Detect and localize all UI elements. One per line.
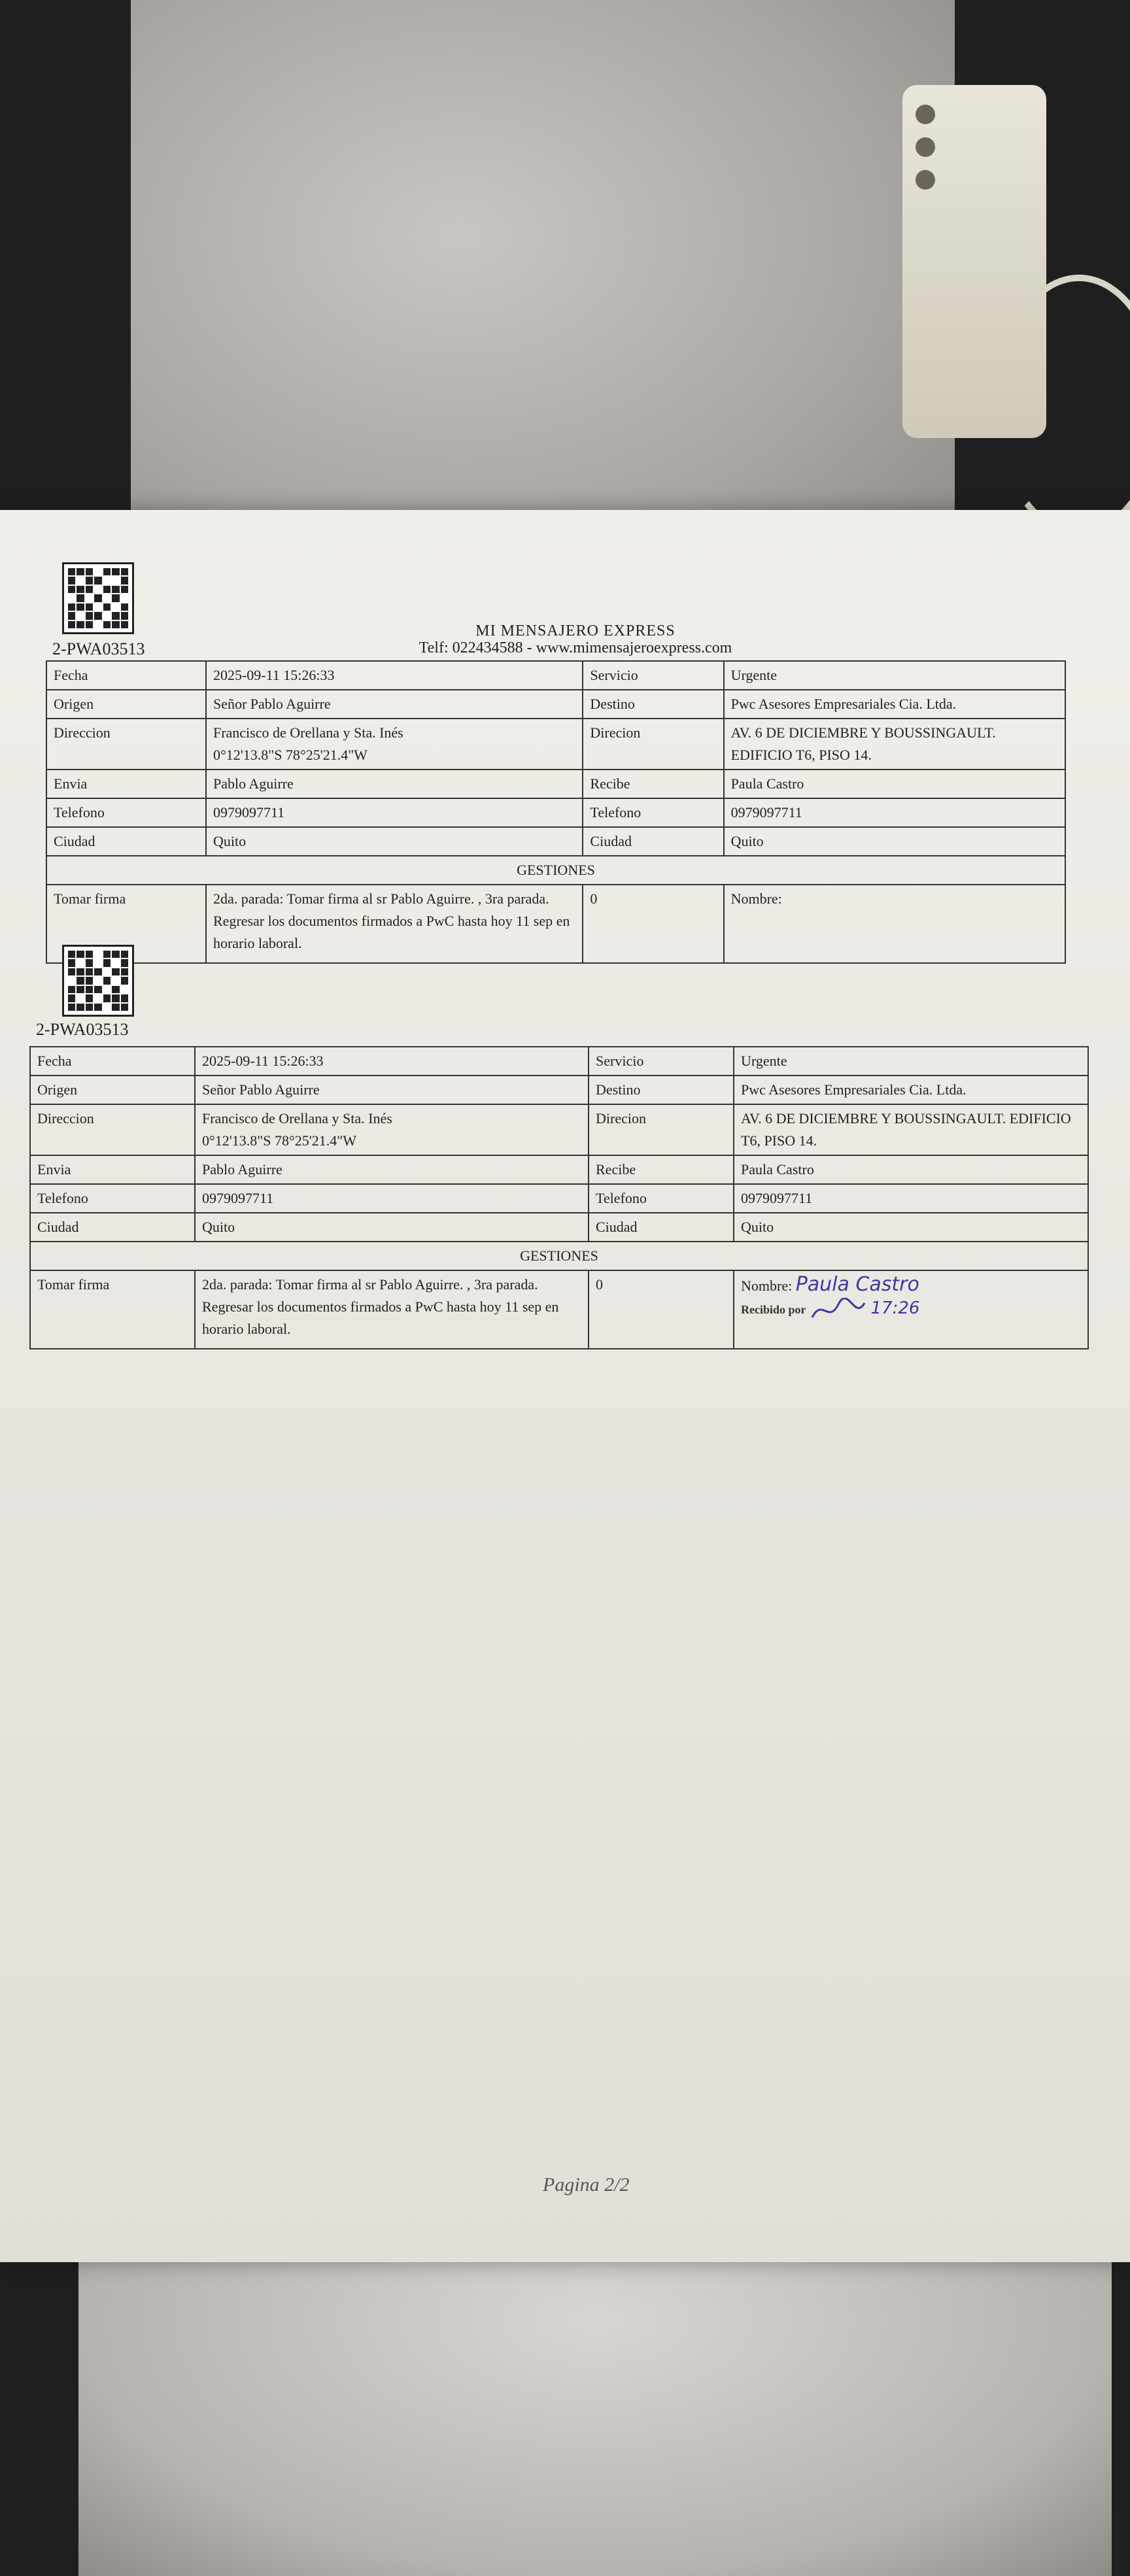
phone-button bbox=[916, 105, 935, 124]
label-telefono: Telefono bbox=[46, 798, 206, 827]
label-telefono: Telefono bbox=[30, 1184, 195, 1213]
value-direcion: AV. 6 DE DICIEMBRE Y BOUSSINGAULT. EDIFICIO T6, PISO 14. bbox=[734, 1104, 1088, 1155]
table-row bbox=[46, 719, 1065, 770]
label-fecha: Fecha bbox=[46, 661, 206, 690]
table-row bbox=[46, 856, 1065, 885]
table-row bbox=[46, 770, 1065, 798]
value-telefono2: 0979097711 bbox=[724, 798, 1065, 827]
phone-button bbox=[916, 170, 935, 190]
table-row bbox=[30, 1104, 1088, 1155]
direccion-line2: 0°12'13.8"S 78°25'21.4"W bbox=[202, 1132, 356, 1149]
gestiones-heading: GESTIONES bbox=[30, 1242, 1088, 1270]
label-tomar-firma: Tomar firma bbox=[46, 885, 206, 963]
label-direcion: Direcion bbox=[589, 1104, 734, 1155]
table-row bbox=[30, 1213, 1088, 1242]
gestion-text: 2da. parada: Tomar firma al sr Pablo Aguirre. , 3ra parada. Regresar los documentos firmados a PwC hasta hoy 11 sep en horario laboral. bbox=[195, 1270, 589, 1349]
nombre-field bbox=[734, 1270, 1088, 1349]
handwritten-time: 17:26 bbox=[870, 1298, 920, 1318]
label-origen: Origen bbox=[46, 690, 206, 719]
label-recibe: Recibe bbox=[583, 770, 723, 798]
nombre-field bbox=[724, 885, 1065, 963]
value-ciudad: Quito bbox=[195, 1213, 589, 1242]
received-stamp bbox=[741, 1297, 1081, 1324]
gestion-text: 2da. parada: Tomar firma al sr Pablo Aguirre. , 3ra parada. Regresar los documentos firmados a PwC hasta hoy 11 sep en horario laboral. bbox=[206, 885, 583, 963]
table-row bbox=[46, 827, 1065, 856]
value-fecha: 2025-09-11 15:26:33 bbox=[206, 661, 583, 690]
gestiones-heading: GESTIONES bbox=[46, 856, 1065, 885]
table-row bbox=[46, 885, 1065, 963]
table-row bbox=[30, 1184, 1088, 1213]
qr-code-icon bbox=[62, 945, 134, 1017]
value-telefono2: 0979097711 bbox=[734, 1184, 1088, 1213]
table-row bbox=[30, 1155, 1088, 1184]
table-row bbox=[30, 1047, 1088, 1076]
company-contact: Telf: 022434588 - www.mimensajeroexpress.com bbox=[419, 639, 732, 656]
label-destino: Destino bbox=[583, 690, 723, 719]
value-recibe: Paula Castro bbox=[734, 1155, 1088, 1184]
recibido-label: Recibido por bbox=[741, 1303, 806, 1316]
value-destino: Pwc Asesores Empresariales Cia. Ltda. bbox=[724, 690, 1065, 719]
direccion-line1: Francisco de Orellana y Sta. Inés bbox=[202, 1110, 392, 1127]
label-servicio: Servicio bbox=[589, 1047, 734, 1076]
value-ciudad2: Quito bbox=[724, 827, 1065, 856]
label-ciudad2: Ciudad bbox=[583, 827, 723, 856]
label-recibe: Recibe bbox=[589, 1155, 734, 1184]
label-origen: Origen bbox=[30, 1076, 195, 1104]
label-envia: Envia bbox=[46, 770, 206, 798]
table-row bbox=[30, 1242, 1088, 1270]
value-servicio: Urgente bbox=[724, 661, 1065, 690]
value-envia: Pablo Aguirre bbox=[195, 1155, 589, 1184]
value-ciudad: Quito bbox=[206, 827, 583, 856]
table-row bbox=[46, 798, 1065, 827]
delivery-table-1 bbox=[46, 660, 1066, 964]
table-row bbox=[30, 1076, 1088, 1104]
label-servicio: Servicio bbox=[583, 661, 723, 690]
label-ciudad: Ciudad bbox=[46, 827, 206, 856]
label-direccion: Direccion bbox=[46, 719, 206, 770]
value-recibe: Paula Castro bbox=[724, 770, 1065, 798]
phone-button bbox=[916, 137, 935, 157]
document-page bbox=[0, 510, 1130, 2262]
value-envia: Pablo Aguirre bbox=[206, 770, 583, 798]
table-row bbox=[46, 690, 1065, 719]
value-direccion bbox=[206, 719, 583, 770]
label-ciudad: Ciudad bbox=[30, 1213, 195, 1242]
direccion-line2: 0°12'13.8"S 78°25'21.4"W bbox=[213, 747, 368, 763]
label-telefono2: Telefono bbox=[589, 1184, 734, 1213]
value-direcion: AV. 6 DE DICIEMBRE Y BOUSSINGAULT. EDIFICIO T6, PISO 14. bbox=[724, 719, 1065, 770]
label-tomar-firma: Tomar firma bbox=[30, 1270, 195, 1349]
label-direccion: Direccion bbox=[30, 1104, 195, 1155]
value-servicio: Urgente bbox=[734, 1047, 1088, 1076]
label-ciudad2: Ciudad bbox=[589, 1213, 734, 1242]
tracking-code: 2-PWA03513 bbox=[52, 639, 145, 658]
qr-code-icon bbox=[62, 562, 134, 634]
company-name: MI MENSAJERO EXPRESS bbox=[475, 622, 676, 639]
value-telefono: 0979097711 bbox=[206, 798, 583, 827]
value-origen: Señor Pablo Aguirre bbox=[206, 690, 583, 719]
label-direcion: Direcion bbox=[583, 719, 723, 770]
value-telefono: 0979097711 bbox=[195, 1184, 589, 1213]
value-destino: Pwc Asesores Empresariales Cia. Ltda. bbox=[734, 1076, 1088, 1104]
value-ciudad2: Quito bbox=[734, 1213, 1088, 1242]
handwritten-name: Paula Castro bbox=[795, 1273, 919, 1296]
value-origen: Señor Pablo Aguirre bbox=[195, 1076, 589, 1104]
table-row bbox=[46, 661, 1065, 690]
page-number: Pagina 2/2 bbox=[543, 2174, 630, 2195]
signature-scribble bbox=[809, 1298, 868, 1324]
label-nombre: Nombre: bbox=[741, 1278, 793, 1294]
label-fecha: Fecha bbox=[30, 1047, 195, 1076]
marble-surface-bottom bbox=[78, 2210, 1112, 2576]
label-nombre: Nombre: bbox=[730, 890, 782, 907]
gestion-zero: 0 bbox=[583, 885, 723, 963]
value-direccion bbox=[195, 1104, 589, 1155]
delivery-table-2 bbox=[29, 1046, 1089, 1349]
label-telefono2: Telefono bbox=[583, 798, 723, 827]
label-destino: Destino bbox=[589, 1076, 734, 1104]
gestion-zero: 0 bbox=[589, 1270, 734, 1349]
direccion-line1: Francisco de Orellana y Sta. Inés bbox=[213, 724, 403, 741]
tracking-code: 2-PWA03513 bbox=[36, 1020, 129, 1039]
table-row bbox=[30, 1270, 1088, 1349]
value-fecha: 2025-09-11 15:26:33 bbox=[195, 1047, 589, 1076]
label-envia: Envia bbox=[30, 1155, 195, 1184]
marble-surface-top bbox=[131, 0, 955, 588]
